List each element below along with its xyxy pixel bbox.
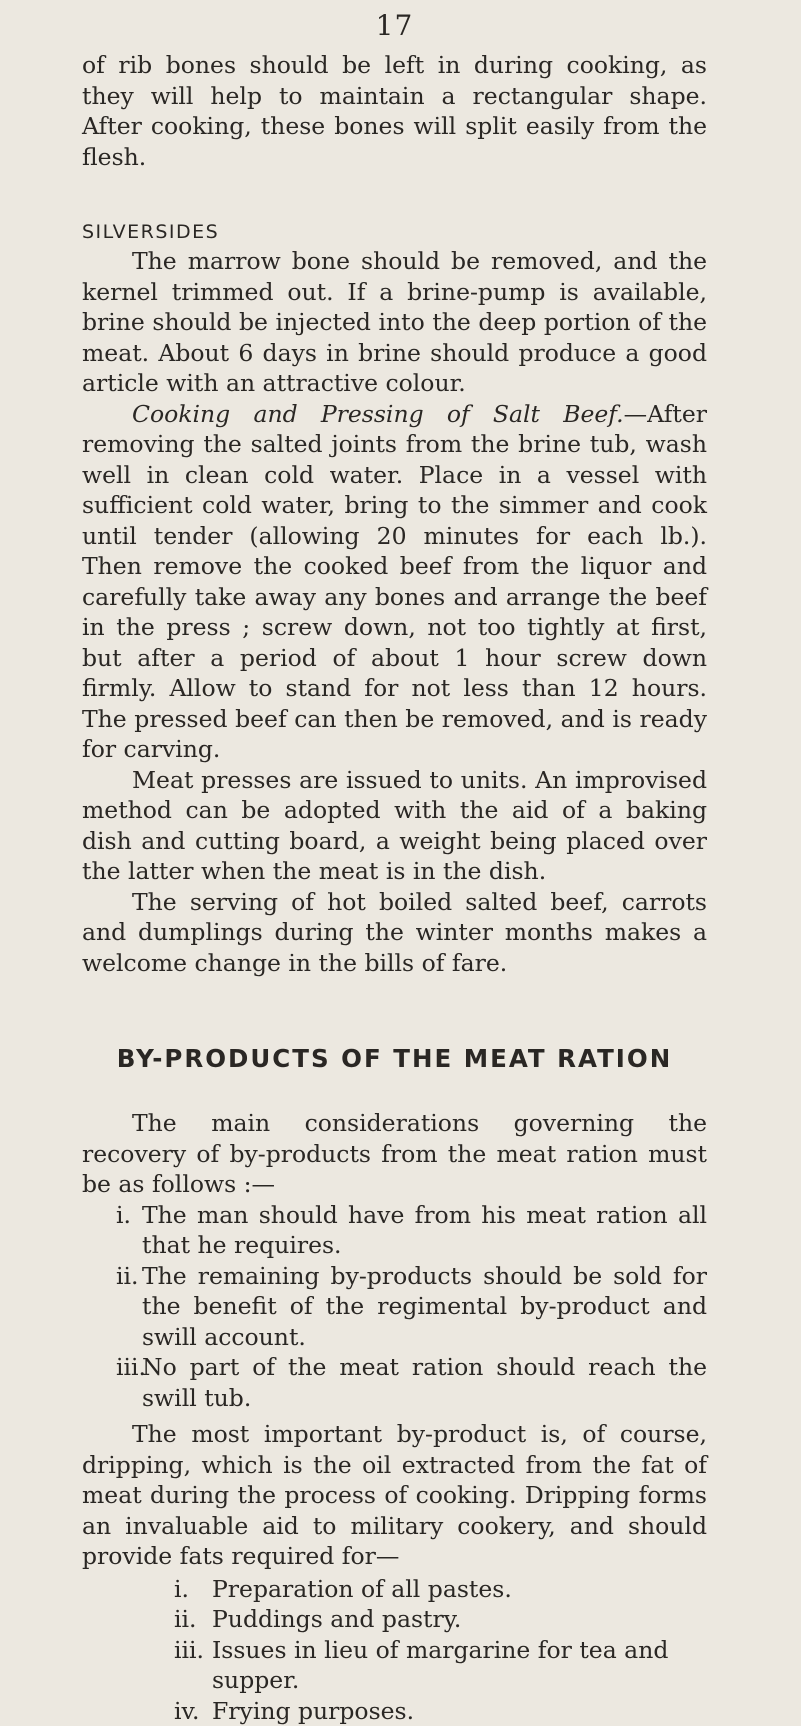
dripping-uses-list — [82, 1574, 707, 1726]
silversides-heading: SILVERSIDES — [82, 218, 707, 246]
list-item-text: The remaining by-products should be sold for the benefit of the regimental by-product and swill account. — [142, 1261, 707, 1353]
list-item-number: ii. — [116, 1261, 142, 1353]
cooking-pressing-text: —After removing the salted joints from the brine tub, wash well in clean cold water. Place in a vessel with sufficient cold water, bring to the simmer and cook until tender (allowing 20 minutes for each lb.). Then remove the cooked beef from the liquor and carefully take away any bones and arrange the beef in the press ; screw down, not too tightly at first, but after a period of about 1 hour screw down firmly. Allow to stand for not less than 12 hours. The pressed beef can then be removed, and is ready for carving. — [82, 400, 707, 764]
list-item-text: No part of the meat ration should reach the swill tub. — [142, 1352, 707, 1413]
silversides-paragraph-4: The serving of hot boiled salted beef, carrots and dumplings during the winter months makes a welcome change in the bills of fare. — [82, 887, 707, 979]
list-item — [82, 1604, 707, 1635]
list-item — [82, 1261, 707, 1353]
list-item-number: i. — [116, 1200, 142, 1261]
list-item-text: The man should have from his meat ration all that he requires. — [142, 1200, 707, 1261]
list-item — [82, 1200, 707, 1261]
list-item-number: iii. — [174, 1635, 212, 1696]
dripping-paragraph: The most important by-product is, of course, dripping, which is the oil extracted from the fat of meat during the process of cooking. Dripping forms an invaluable aid to military cookery, and should provide fats required for— — [82, 1419, 707, 1572]
cooking-pressing-subheading: Cooking and Pressing of Salt Beef. — [132, 400, 624, 428]
list-item-number: iii. — [116, 1352, 142, 1413]
list-item — [82, 1635, 707, 1696]
list-item-text: Frying purposes. — [212, 1696, 707, 1726]
silversides-paragraph-1: The marrow bone should be removed, and the kernel trimmed out. If a brine-pump is available, brine should be injected into the deep portion of the meat. About 6 days in brine should produce a good article with an attractive colour. — [82, 246, 707, 399]
byproducts-intro: The main considerations governing the recovery of by-products from the meat ration must be as follows :— — [82, 1108, 707, 1200]
byproducts-heading: BY-PRODUCTS OF THE MEAT RATION — [82, 1044, 707, 1074]
list-item-text: Preparation of all pastes. — [212, 1574, 707, 1605]
list-item-text: Puddings and pastry. — [212, 1604, 707, 1635]
list-item-number: ii. — [174, 1604, 212, 1635]
silversides-paragraph-3: Meat presses are issued to units. An improvised method can be adopted with the aid of a baking dish and cutting board, a weight being placed over the latter when the meat is in the dish. — [82, 765, 707, 887]
list-item-number: i. — [174, 1574, 212, 1605]
list-item-text: Issues in lieu of margarine for tea and supper. — [212, 1635, 707, 1696]
page-number: 17 — [82, 0, 707, 50]
list-item — [82, 1696, 707, 1726]
list-item — [82, 1574, 707, 1605]
list-item-number: iv. — [174, 1696, 212, 1726]
list-item — [82, 1352, 707, 1413]
considerations-list — [82, 1200, 707, 1414]
opening-paragraph: of rib bones should be left in during cooking, as they will help to maintain a rectangular shape. After cooking, these bones will split easily from the flesh. — [82, 50, 707, 172]
silversides-paragraph-2 — [82, 399, 707, 765]
